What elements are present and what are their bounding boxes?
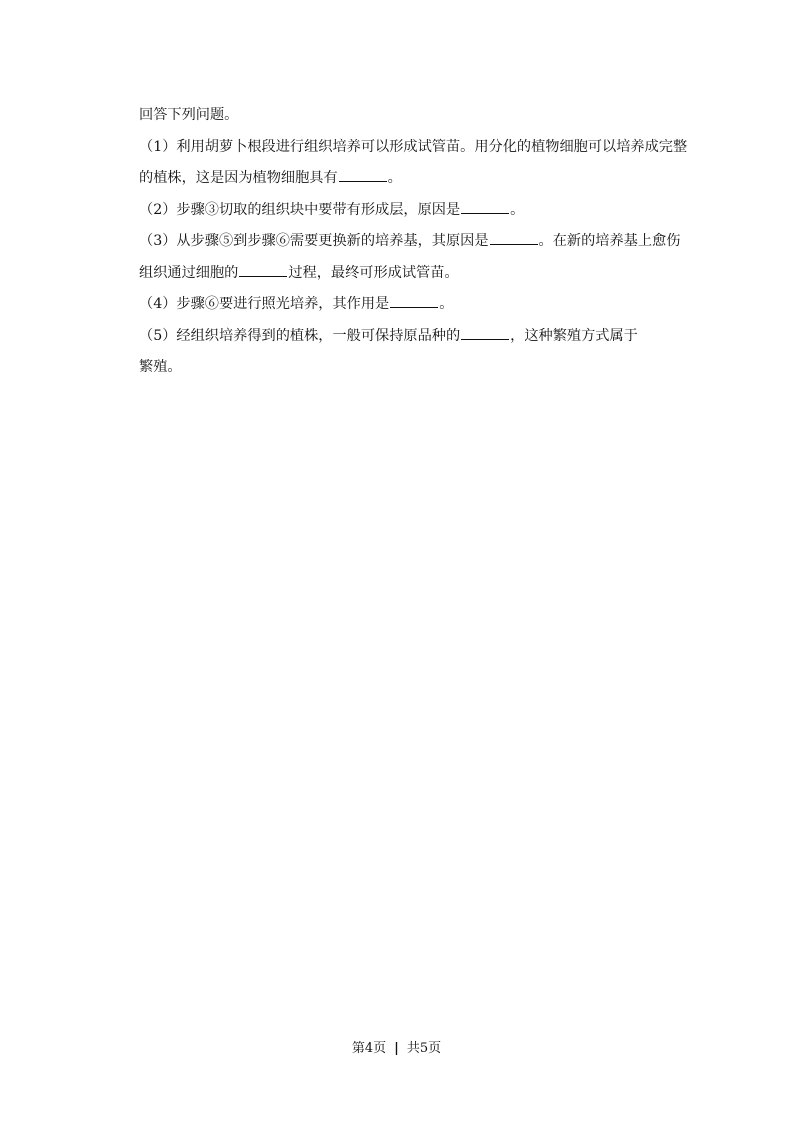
subquestion-1-text: （1）利用胡萝卜根段进行组织培养可以形成试管苗。用分化的植物细胞可以培养成完整 (139, 138, 688, 155)
answer-blank-4[interactable] (239, 261, 287, 277)
answer-blank-6[interactable] (461, 324, 509, 340)
question-intro (139, 100, 675, 132)
subquestion-3-text-cont: 。在新的培养基上愈伤 (538, 233, 681, 249)
subquestion-3-line-1 (139, 226, 681, 258)
page-total: 共5页 (406, 1041, 442, 1056)
answer-blank-1[interactable] (339, 166, 387, 182)
subquestion-3-end: 过程，最终可形成试管苗。 (288, 264, 459, 281)
answer-blank-5[interactable] (390, 292, 438, 308)
subquestion-5-end: 繁殖。 (139, 359, 182, 375)
subquestion-5-text-cont: ，这种繁殖方式属于 (510, 327, 638, 344)
subquestion-3-text: （3）从步骤⑤到步骤⑥需要更换新的培养基，其原因是 (139, 233, 489, 249)
subquestion-5-line-2 (139, 352, 675, 384)
intro-text: 回答下列问题。 (139, 107, 239, 123)
subquestion-4-text: （4）步骤⑥要进行照光培养，其作用是 (139, 296, 390, 312)
subquestion-4 (139, 289, 675, 321)
subquestion-5-line-1 (139, 321, 675, 353)
answer-blank-3[interactable] (490, 229, 538, 245)
subquestion-3-text-2: 组织通过细胞的 (139, 264, 239, 281)
question-body (139, 100, 688, 384)
subquestion-2 (139, 195, 675, 227)
subquestion-1-line-2 (139, 163, 675, 195)
subquestion-1-end: 。 (387, 170, 402, 186)
subquestion-4-end: 。 (439, 296, 454, 312)
subquestion-2-end: 。 (510, 201, 525, 218)
subquestion-1-line-1 (139, 132, 688, 164)
subquestion-3-line-2 (139, 258, 675, 290)
answer-blank-2[interactable] (461, 198, 509, 214)
subquestion-5-text: （5）经组织培养得到的植株，一般可保持原品种的 (139, 327, 461, 344)
subquestion-2-text: （2）步骤③切取的组织块中要带有形成层，原因是 (139, 201, 461, 218)
page-footer (0, 1040, 793, 1058)
page-number: 第4页 (351, 1041, 387, 1056)
subquestion-1-text-cont: 的植株，这是因为植物细胞具有 (139, 170, 338, 186)
footer-separator: | (394, 1041, 399, 1056)
